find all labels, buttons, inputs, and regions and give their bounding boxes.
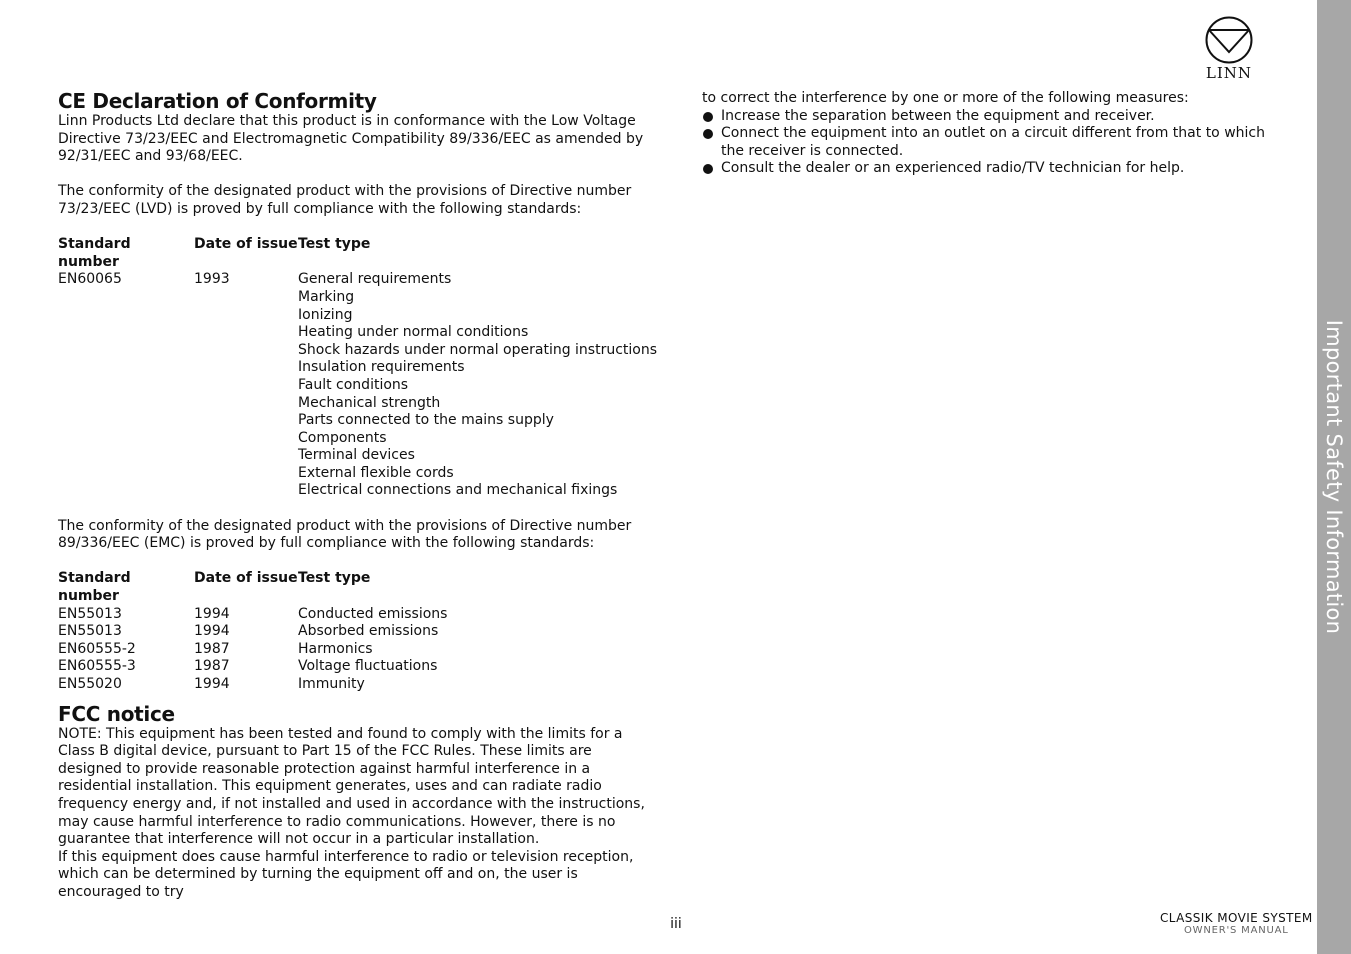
standard-number-cell: EN60555-2: [58, 640, 136, 657]
test-type-cell: Voltage fluctuations: [298, 658, 438, 675]
test-type-item: Electrical connections and mechanical fixings: [298, 482, 618, 499]
test-type-cell: Immunity: [298, 676, 365, 692]
fcc-notice-title: FCC notice: [58, 701, 175, 726]
test-type-item: Components: [298, 429, 387, 446]
header-standard-number: Standard number: [58, 236, 131, 270]
ce-declaration-title: CE Declaration of Conformity: [58, 89, 377, 113]
date-of-issue-cell: 1987: [194, 658, 230, 675]
header-date-of-issue: Date of issue: [194, 236, 298, 253]
emc-standards-table: [58, 570, 447, 693]
lvd-standards-table: [58, 236, 657, 500]
header-test-type: Test type: [298, 236, 371, 253]
standard-number-cell: EN55013: [58, 623, 122, 640]
list-item: Connect the equipment into an outlet on a circuit different from that to which the receiver is connected.: [702, 125, 1292, 160]
table-row: [58, 641, 447, 659]
header-test-type: Test type: [298, 570, 371, 587]
table-row: [58, 658, 447, 676]
lvd-paragraph: The conformity of the designated product with the provisions of Directive number 73/23/EEC (LVD) is proved by full compliance with the following standards:: [58, 183, 632, 217]
test-type-item: Parts connected to the mains supply: [298, 412, 554, 429]
date-of-issue-cell: 1994: [194, 605, 230, 622]
test-type-item: Mechanical strength: [298, 394, 441, 411]
section-title: Important Safety Information: [1322, 319, 1346, 635]
table-row: [58, 623, 447, 641]
ce-intro-paragraph: Linn Products Ltd declare that this product is in conformance with the Low Voltage Directive 73/23/EEC and Electromagnetic Compatibility 89/336/EEC as amended by 92/31/EEC and 93/68/EEC.: [58, 113, 644, 165]
test-type-item: Terminal devices: [298, 447, 415, 464]
table-header-row: [58, 570, 447, 605]
test-type-item: Fault conditions: [298, 376, 409, 393]
left-column: [58, 89, 658, 902]
fcc-paragraph: NOTE: This equipment has been tested and found to comply with the limits for a Class B digital device, pursuant to Part 15 of the FCC Rules. These limits are designed to provide reasonable protection against harmful interference in a residential installation. This equipment generates, uses and can radiate radio frequency energy and, if not installed and used in accordance with the instructions, may cause harmful interference to radio communications. However, there is no guarantee that interference will not occur in a particular installation.: [58, 725, 645, 848]
fcc-continuation-text: to correct the interference by one or more of the following measures:: [702, 90, 1189, 106]
test-type-item: Insulation requirements: [298, 359, 465, 376]
header-date-of-issue: Date of issue: [194, 570, 298, 587]
test-type-cell: Absorbed emissions: [298, 623, 439, 640]
table-row: [58, 676, 447, 694]
standard-number-cell: EN55020: [58, 676, 122, 692]
list-item: Increase the separation between the equipment and receiver.: [702, 108, 1292, 126]
test-type-cell: Harmonics: [298, 640, 373, 657]
table-row: [58, 271, 657, 500]
test-type-item: Shock hazards under normal operating instructions: [298, 341, 658, 358]
date-of-issue-cell: 1994: [194, 623, 230, 640]
test-type-cell: Conducted emissions: [298, 605, 448, 622]
test-type-item: Heating under normal conditions: [298, 324, 529, 341]
test-type-item: External flexible cords: [298, 464, 454, 481]
standard-number-cell: EN55013: [58, 605, 122, 622]
footer-brand: [1160, 911, 1313, 936]
emc-paragraph: The conformity of the designated product with the provisions of Directive number 89/336/EEC (EMC) is proved by full compliance with the following standards:: [58, 517, 632, 552]
list-item: Consult the dealer or an experienced radio/TV technician for help.: [702, 160, 1292, 178]
test-type-item: Marking: [298, 288, 355, 305]
footer-manual-label: OWNER'S MANUAL: [1184, 925, 1289, 936]
table-header-row: [58, 236, 657, 271]
test-type-cell: [298, 271, 657, 500]
footer-product-name: CLASSIK MOVIE SYSTEM: [1160, 911, 1313, 925]
logo-wordmark: LINN: [1205, 64, 1253, 82]
date-of-issue-cell: 1993: [194, 271, 230, 288]
table-row: [58, 606, 447, 624]
fcc-paragraph: If this equipment does cause harmful interference to radio or television reception, which can be determined by turning the equipment off and on, the user is encouraged to try: [58, 848, 634, 900]
standard-number-cell: EN60555-3: [58, 658, 136, 675]
fcc-measures-list: [702, 108, 1292, 178]
date-of-issue-cell: 1994: [194, 676, 230, 692]
date-of-issue-cell: 1987: [194, 640, 230, 657]
header-standard-number: Standard number: [58, 570, 131, 605]
right-column: [702, 90, 1292, 178]
standard-number-cell: EN60065: [58, 271, 122, 288]
test-type-item: Ionizing: [298, 306, 353, 323]
page-number: iii: [670, 916, 682, 932]
test-type-item: General requirements: [298, 271, 452, 288]
